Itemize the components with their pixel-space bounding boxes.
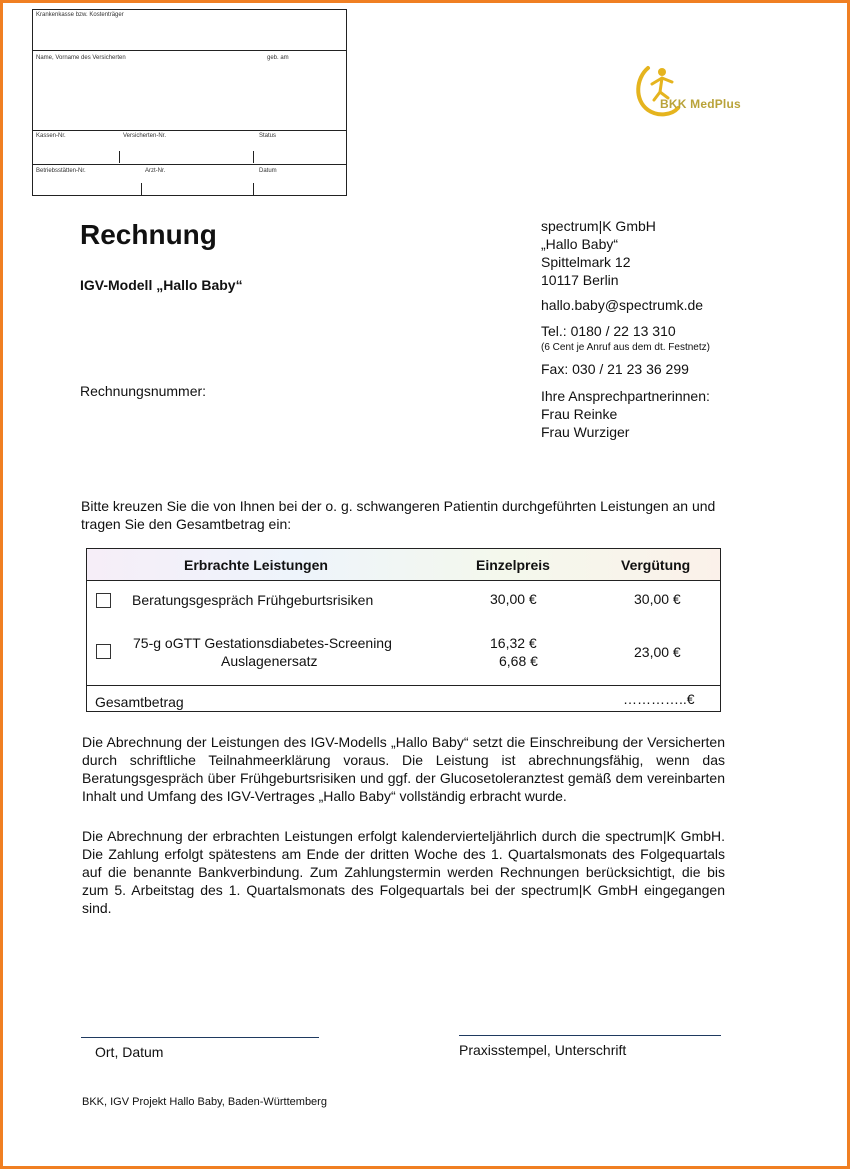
card-divider: [33, 130, 346, 131]
betriebsstaetten-nr-label: Betriebsstätten-Nr.: [36, 168, 86, 174]
service-2-price: 16,32 €: [490, 635, 537, 651]
service-1-label: Beratungsgespräch Frühgeburtsrisiken: [132, 592, 374, 608]
service-2-payment: 23,00 €: [634, 644, 681, 660]
page-subtitle: IGV-Modell „Hallo Baby“: [80, 277, 243, 293]
instructions: Bitte kreuzen Sie die von Ihnen bei der o. g. schwangeren Patientin durchgeführten Leistungen an und tragen Sie den Gesamtbetrag ein:: [81, 498, 716, 532]
signature-line: [459, 1035, 721, 1036]
project-name: „Hallo Baby“: [541, 236, 619, 252]
kassen-nr-label: Kassen-Nr.: [36, 133, 66, 139]
page-title: Rechnung: [80, 219, 217, 250]
city: 10117 Berlin: [541, 272, 619, 288]
total-value-field[interactable]: …………..€: [623, 691, 695, 707]
service-checkbox-2[interactable]: [96, 644, 111, 659]
insurer-label: Krankenkasse bzw. Kostenträger: [36, 12, 124, 18]
footer-note: BKK, IGV Projekt Hallo Baby, Baden-Württemberg: [82, 1096, 327, 1108]
insurance-card-field: [32, 9, 347, 196]
service-2-price-extra: 6,68 €: [499, 653, 538, 669]
service-2-sublabel: Auslagenersatz: [221, 653, 318, 669]
card-tick: [141, 183, 142, 195]
bkk-medplus-logo-icon: [634, 60, 764, 120]
billing-terms-paragraph: Die Abrechnung der Leistungen des IGV-Modells „Hallo Baby“ setzt die Einschreibung der Versicherten durch schriftliche Teilnahmeerklärung voraus. Die Leistung ist abrechnungsfähig, wenn das Beratungsgespräch über Frühgeburtsrisiken und ggf. der Glucosetoleranztest gemäß dem vereinbarten Inhalt und Umfang des IGV-Vertrages „Hallo Baby“ vollständig erbracht wurde.: [82, 734, 725, 804]
services-table: [86, 548, 721, 712]
service-checkbox-1[interactable]: [96, 593, 111, 608]
card-tick: [253, 183, 254, 195]
email: hallo.baby@spectrumk.de: [541, 297, 704, 313]
card-tick: [253, 151, 254, 163]
card-divider: [33, 50, 346, 51]
header-service: Erbrachte Leistungen: [184, 557, 328, 573]
contact-1: Frau Reinke: [541, 406, 618, 422]
signature-label: Praxisstempel, Unterschrift: [459, 1042, 627, 1058]
total-label: Gesamtbetrag: [95, 694, 184, 710]
status-label: Status: [259, 133, 277, 139]
phone: Tel.: 0180 / 22 13 310: [541, 323, 676, 339]
logo-text: BKK MedPlus: [660, 97, 741, 111]
card-tick: [119, 151, 120, 163]
datum-label: Datum: [259, 168, 277, 174]
card-divider: [33, 164, 346, 165]
table-divider: [87, 685, 720, 686]
service-1-price: 30,00 €: [490, 591, 537, 607]
payment-terms-paragraph: Die Abrechnung der erbrachten Leistungen erfolgt kalendervierteljährlich durch die spectrum|K GmbH. Die Zahlung erfolgt spätestens am Ende der dritten Woche des 1. Quartalsmonats des Folgequartals auf die benannte Bankverbindung. Zum Zahlungstermin werden Rechnungen berücksichtigt, die bis zum 5. Arbeitstag des 1. Quartalsmonats des Folgequartals bei der spectrum|K GmbH eingegangen sind.: [82, 828, 725, 916]
contacts-label: Ihre Ansprechpartnerinnen:: [541, 388, 710, 404]
place-date-line: [81, 1037, 319, 1038]
contact-2: Frau Wurziger: [541, 424, 630, 440]
street: Spittelmark 12: [541, 254, 631, 270]
header-unit-price: Einzelpreis: [476, 557, 550, 573]
fax: Fax: 030 / 21 23 36 299: [541, 361, 689, 377]
header-payment: Vergütung: [621, 557, 691, 573]
birthdate-label: geb. am: [267, 55, 289, 61]
patient-name-label: Name, Vorname des Versicherten: [36, 55, 126, 61]
company-name: spectrum|K GmbH: [541, 218, 656, 234]
place-date-label: Ort, Datum: [95, 1044, 164, 1060]
arzt-nr-label: Arzt-Nr.: [145, 168, 166, 174]
phone-note: (6 Cent je Anruf aus dem dt. Festnetz): [541, 342, 710, 353]
service-2-label: 75-g oGTT Gestationsdiabetes-Screening: [133, 635, 392, 651]
invoice-number-label: Rechnungsnummer:: [80, 383, 207, 399]
service-1-payment: 30,00 €: [634, 591, 681, 607]
table-header: [87, 549, 720, 581]
versicherten-nr-label: Versicherten-Nr.: [123, 133, 167, 139]
